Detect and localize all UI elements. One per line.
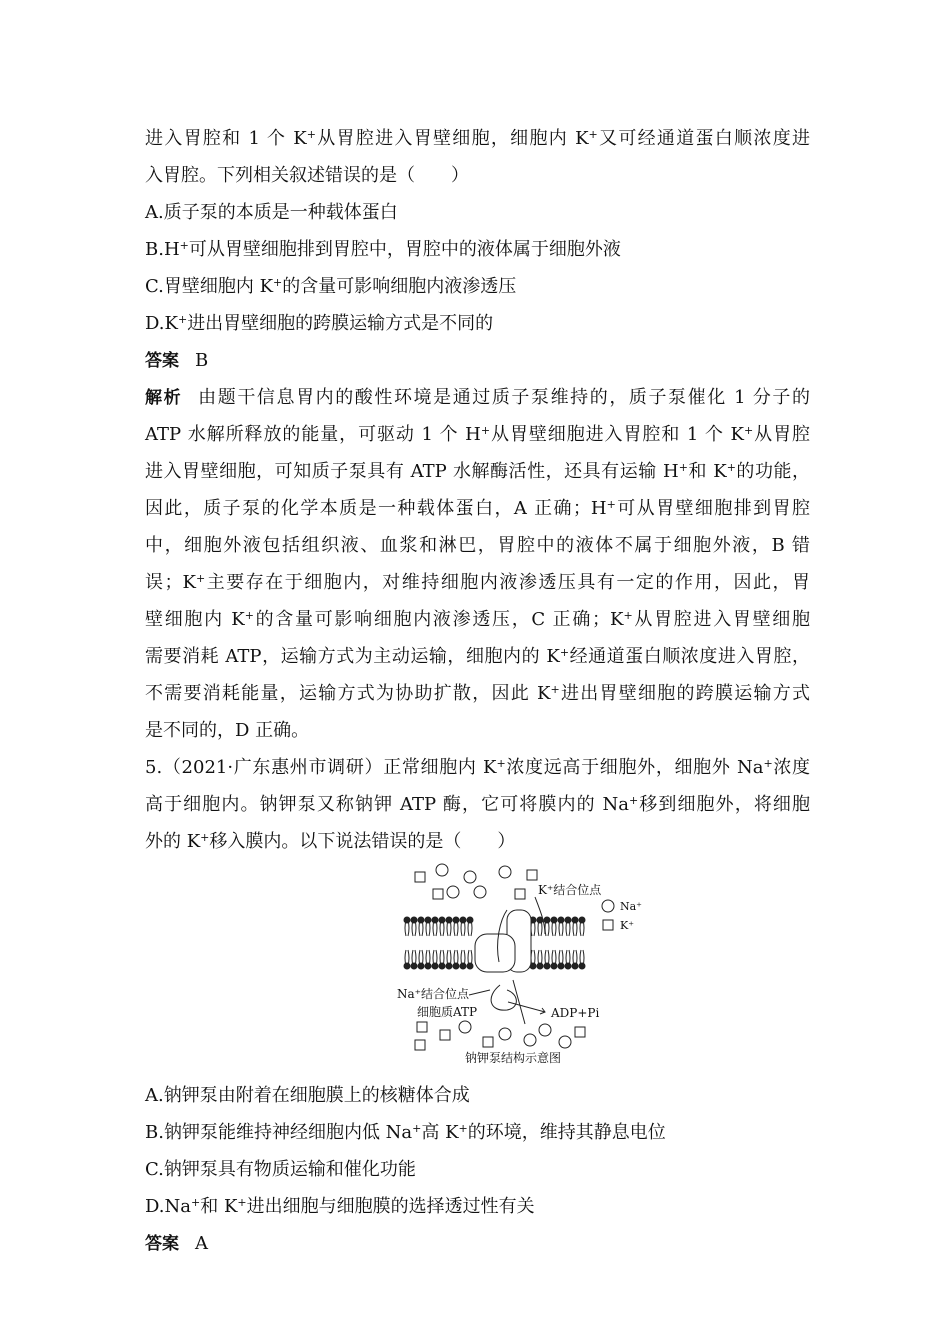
q5-answer-label: 答案 [145,1234,179,1254]
lipid-head [418,963,424,969]
lipid-head [579,917,585,923]
superscript-charge: + [458,1122,468,1135]
intracellular-particles [415,1021,585,1050]
lipid-head [558,917,564,923]
superscript-charge: + [588,128,598,141]
q4-option-b: B.H+可从胃壁细胞排到胃腔中，胃腔中的液体属于细胞外液 [145,239,621,260]
membrane-top-heads [404,917,585,936]
atp-binding-arrow [491,985,516,1010]
q5-answer [145,1225,810,1262]
q4-analysis-line-6: 误；K+主要存在于细胞内，对维持细胞内液渗透压具有一定的作用，因此，胃 [145,572,811,593]
document-page [145,120,810,1262]
q4-analysis-line-3: 进入胃壁细胞，可知质子泵具有 ATP 水解酶活性，还具有运输 H+和 K+的功能， [145,461,811,482]
q4-analysis-line-4: 因此，质子泵的化学本质是一种载体蛋白，A 正确；H+可从胃壁细胞排到胃腔 [145,498,811,519]
lipid-head [565,963,571,969]
adp-pi-label: ADP+Pi [551,1006,600,1020]
legend-na-label: Na⁺ [620,900,642,913]
na-ion-circle [524,1034,536,1046]
lipid-head [453,917,459,923]
na-ion-circle [559,1036,571,1048]
superscript-charge: + [480,424,491,437]
extracellular-particles [415,864,537,899]
lipid-head [565,917,571,923]
superscript-charge: + [306,128,316,141]
q4-analysis-line-7: 壁细胞内 K+的含量可影响细胞内液渗透压，C 正确；K+从胃腔进入胃壁细胞 [145,609,810,630]
lipid-head [460,917,466,923]
superscript-charge: + [628,794,639,807]
lipid-head [439,917,445,923]
k-ion-square [417,1022,427,1032]
pump-diagram [395,862,642,1072]
superscript-charge: + [623,609,633,622]
lipid-head [544,963,550,969]
lipid-head [467,917,473,923]
q5-option-d: D.Na+和 K+进出细胞与细胞膜的选择透过性有关 [145,1196,535,1217]
q4-analysis-line-9: 不需要消耗能量，运输方式为协助扩散，因此 K+进出胃壁细胞的跨膜运输方式 [145,683,810,704]
legend-na-circle-icon [602,900,614,912]
lipid-head [432,917,438,923]
legend-k-label: K⁺ [620,919,635,932]
na-ion-circle [539,1024,551,1036]
na-ion-circle [447,886,459,898]
superscript-charge: + [177,313,188,326]
q4-answer [145,342,810,379]
lipid-head [551,963,557,969]
k-ion-square [483,1037,493,1047]
superscript-charge: + [726,461,736,474]
lipid-head [418,917,424,923]
na-ion-circle [499,1028,511,1040]
superscript-charge: + [200,831,210,844]
lipid-head [558,963,564,969]
q5-answer-value: A [195,1233,208,1254]
lipid-head [453,963,459,969]
lipid-head [425,963,431,969]
na-site-pointer [469,990,490,995]
superscript-charge: + [412,1122,422,1135]
k-site-label: K⁺结合位点 [538,883,602,897]
superscript-charge: + [179,239,189,252]
q5-stem-line-1: 5.（2021·广东惠州市调研）正常细胞内 K+浓度远高于细胞外，细胞外 Na+浓度 [145,757,811,778]
q4-analysis-label: 解析 [145,388,183,408]
k-ion-square [415,1040,425,1050]
lipid-head [425,917,431,923]
q4-analysis-line-2: ATP 水解所释放的能量，可驱动 1 个 H+从胃壁细胞进入胃腔和 1 个 K+从胃腔 [145,424,811,445]
q4-analysis-line-8: 需要消耗 ATP，运输方式为主动运输，细胞内的 K+经通道蛋白顺浓度进入胃腔， [145,646,810,667]
q4-stem-line-1: 进入胃腔和 1 个 K+从胃腔进入胃壁细胞，细胞内 K+又可经通道蛋白顺浓度进 [145,128,810,149]
k-ion-square [415,872,425,882]
na-ion-circle [464,871,476,883]
k-ion-square [515,889,525,899]
superscript-charge: + [273,276,283,289]
superscript-charge: + [550,683,560,696]
lipid-head [439,963,445,969]
lipid-head [404,963,410,969]
lipid-head [467,963,473,969]
superscript-charge: + [678,461,688,474]
superscript-charge: + [195,572,206,585]
na-ion-circle [499,866,511,878]
na-site-label: Na⁺结合位点 [397,987,469,1001]
k-ion-square [440,1030,450,1040]
lipid-head [572,963,578,969]
pump-protein-body [475,934,515,972]
q4-answer-value: B [195,350,209,371]
q4-stem-line-2: 入胃腔。下列相关叙述错误的是（ ） [145,165,469,186]
k-ion-square [575,1027,585,1037]
na-release-arrow [513,980,525,1024]
superscript-charge: + [744,424,754,437]
q4-option-c: C.胃壁细胞内 K+的含量可影响细胞内液渗透压 [145,276,517,297]
q4-option-a: A.质子泵的本质是一种载体蛋白 [145,202,398,223]
legend-k-square-icon [603,920,613,930]
lipid-head [411,917,417,923]
lipid-head [446,917,452,923]
superscript-charge: + [606,498,616,511]
lipid-head [432,963,438,969]
na-ion-circle [436,864,448,876]
lipid-head [544,917,550,923]
k-ion-square [527,870,537,880]
q5-stem-line-2: 高于细胞内。钠钾泵又称钠钾 ATP 酶，它可将膜内的 Na+移到细胞外，将细胞 [145,794,811,815]
figure-caption: 钠钾泵结构示意图 [465,1051,562,1065]
superscript-charge: + [191,1196,201,1209]
q5-option-a: A.钠钾泵由附着在细胞膜上的核糖体合成 [145,1085,470,1106]
q4-analysis-line-1 [145,379,810,416]
superscript-charge: + [559,646,570,659]
q4-analysis-line-5: 中，细胞外液包括组织液、血浆和淋巴，胃腔中的液体不属于细胞外液，B 错 [145,535,810,556]
q4-answer-label: 答案 [145,351,179,371]
lipid-head [572,917,578,923]
lipid-head [537,963,543,969]
lipid-head [460,963,466,969]
superscript-charge: + [763,757,773,770]
k-site-arrow [535,897,545,934]
lipid-head [411,963,417,969]
q4-option-d: D.K+进出胃壁细胞的跨膜运输方式是不同的 [145,313,494,334]
q5-option-b: B.钠钾泵能维持神经细胞内低 Na+高 K+的环境，维持其静息电位 [145,1122,666,1143]
lipid-head [404,917,410,923]
na-ion-circle [474,886,486,898]
q4-analysis-line-10: 是不同的，D 正确。 [145,720,310,741]
cytoplasm-atp-label: 细胞质ATP [417,1005,478,1019]
q4-analysis-text: 由题干信息胃内的酸性环境是通过质子泵维持的，质子泵催化 1 分子的 [198,387,811,408]
k-ion-square [433,889,443,899]
na-ion-circle [459,1021,471,1033]
sodium-potassium-pump-figure [145,862,810,1072]
q5-option-c: C.钠钾泵具有物质运输和催化功能 [145,1159,416,1180]
lipid-head [579,963,585,969]
q5-stem-line-3: 外的 K+移入膜内。以下说法错误的是（ ） [145,831,516,852]
lipid-head [446,963,452,969]
superscript-charge: + [237,1196,247,1209]
superscript-charge: + [496,757,506,770]
lipid-head [551,917,557,923]
superscript-charge: + [244,609,254,622]
